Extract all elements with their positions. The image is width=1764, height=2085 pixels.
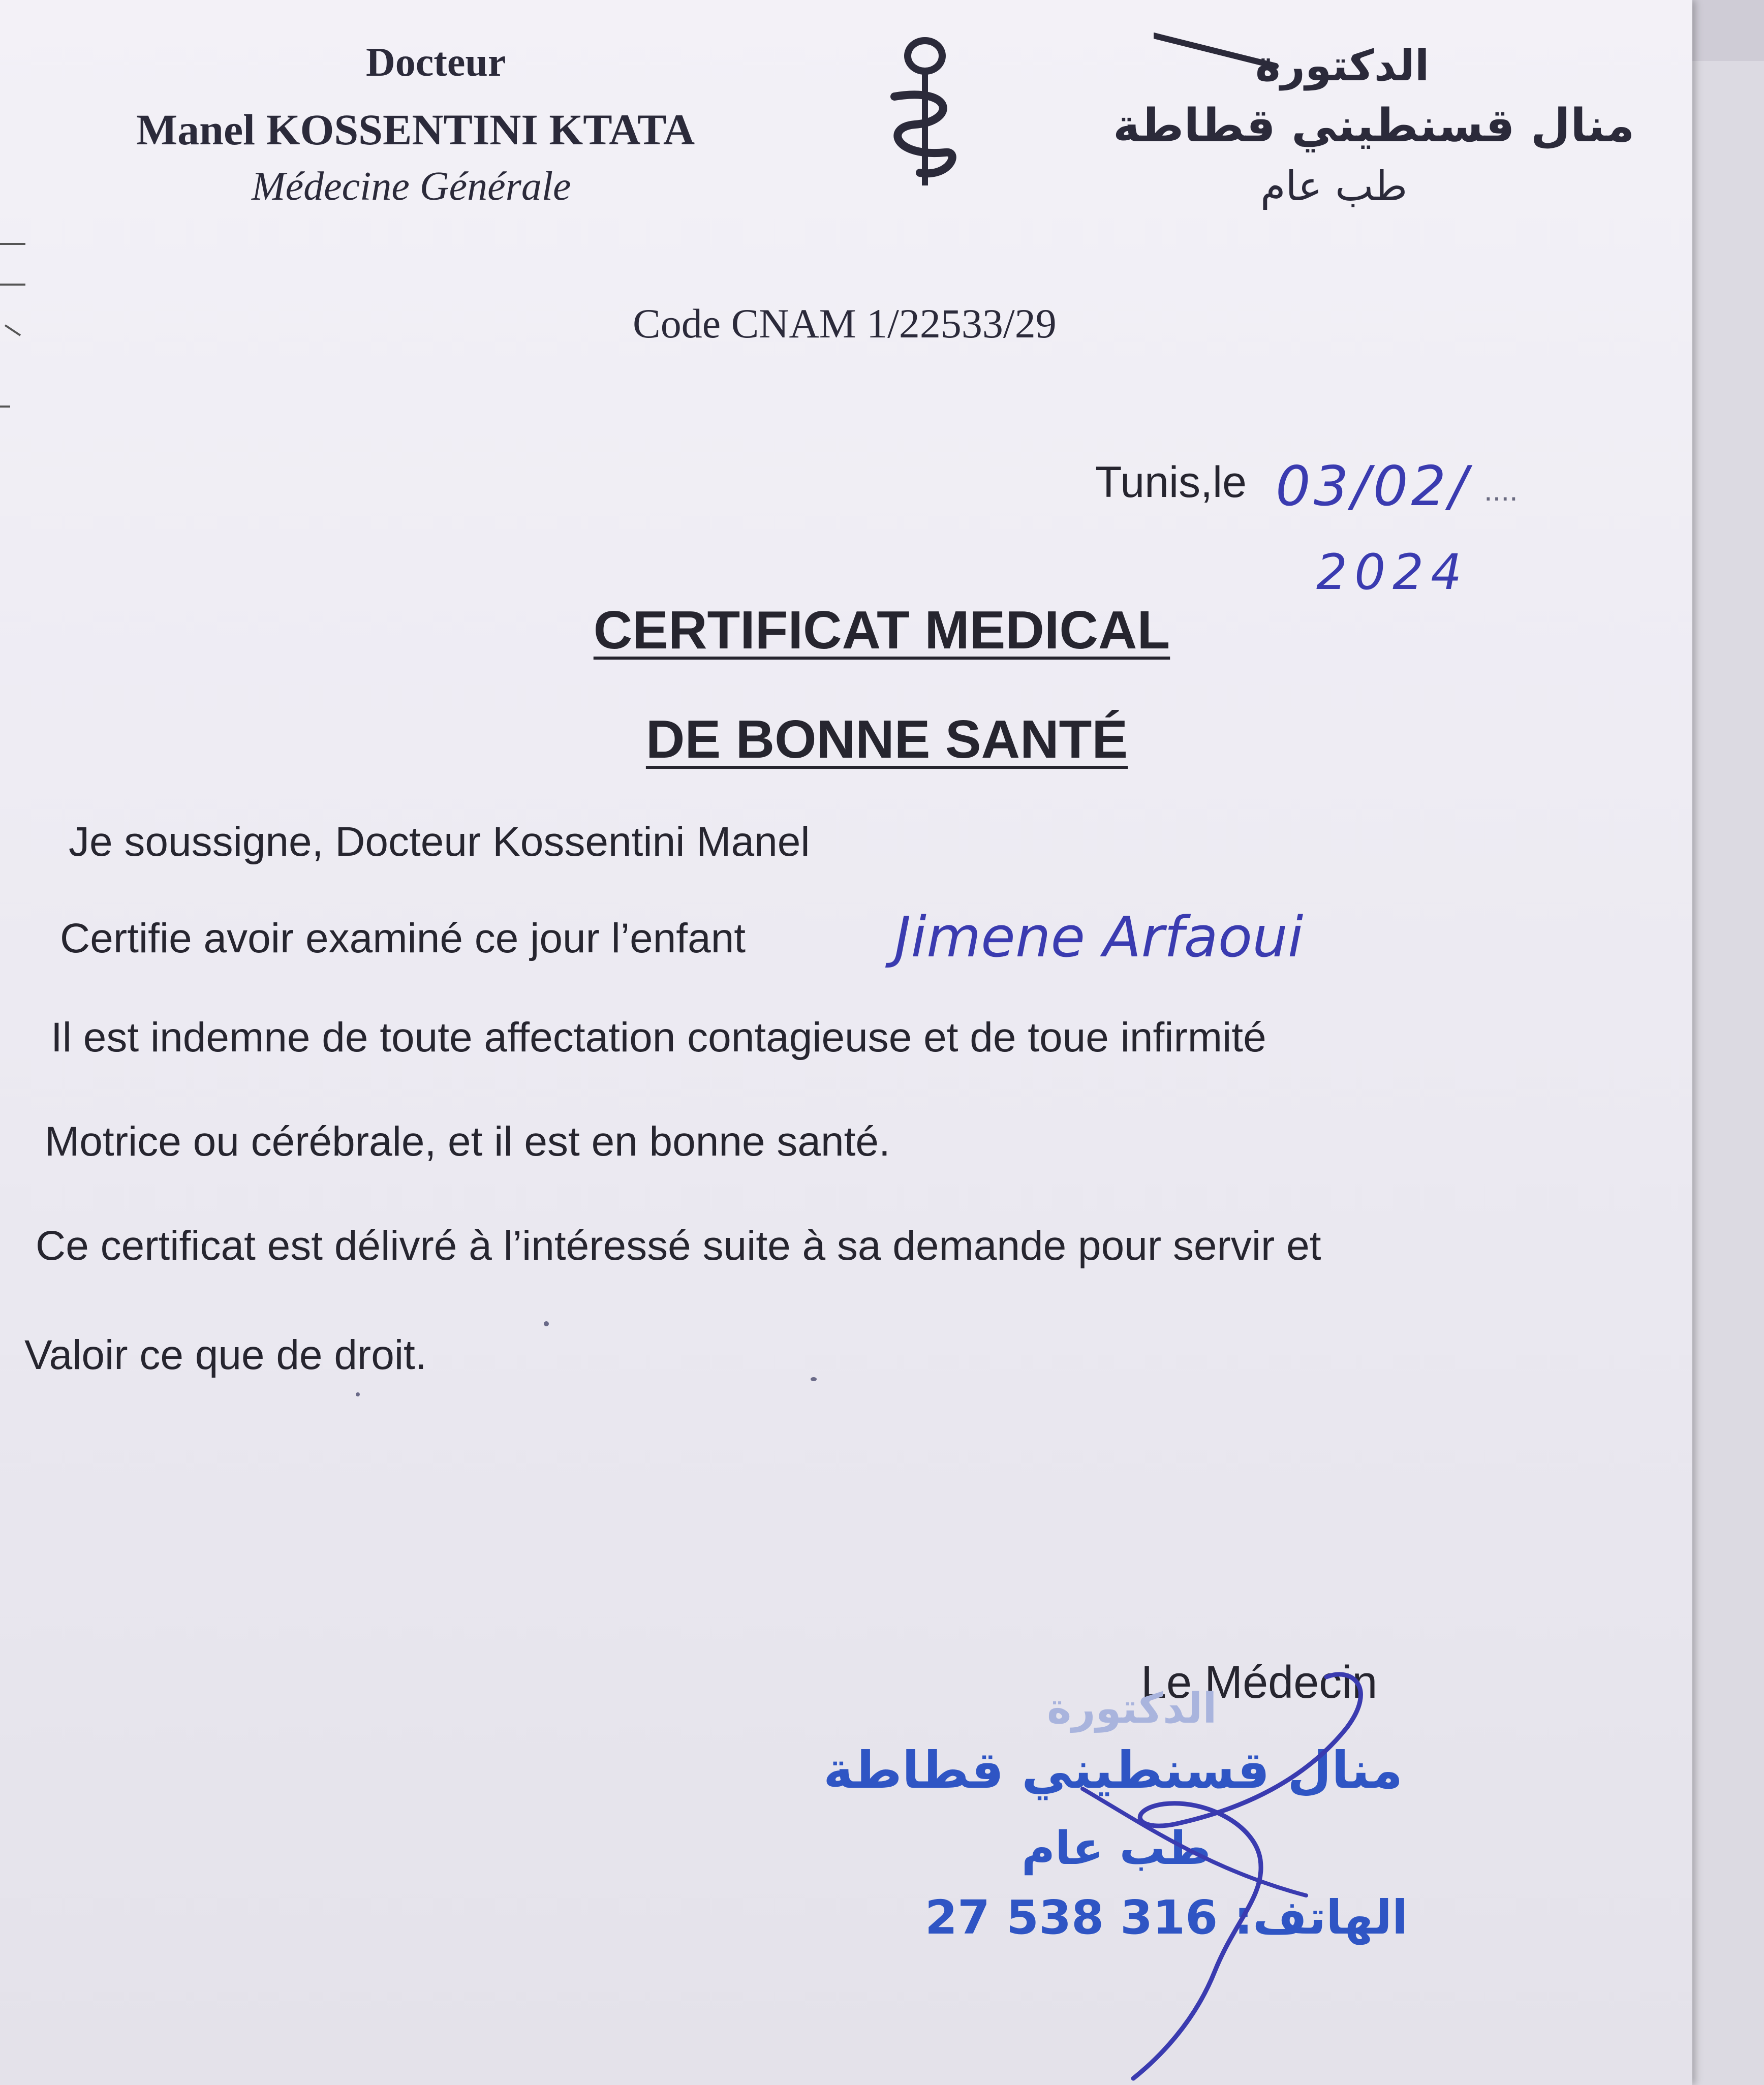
certificate-title-line1: CERTIFICAT MEDICAL	[593, 600, 1170, 660]
certificate-title-line2: DE BONNE SANTÉ	[645, 709, 1128, 769]
underlying-page	[1692, 61, 1764, 2085]
date-year-handwritten: 2024	[1316, 544, 1469, 601]
body-line-1: Je soussigne, Docteur Kossentini Manel	[69, 819, 810, 865]
stamp-phone-label: الهاتف:	[1234, 1890, 1408, 1945]
body-line-5: Ce certificat est délivré à l’intéressé suite à sa demande pour servir et	[36, 1223, 1321, 1269]
body-line-4: Motrice ou cérébrale, et il est en bonne santé.	[45, 1118, 890, 1165]
handwritten-signature	[1042, 1657, 1398, 2083]
body-line-3: Il est indemne de toute affectation contagieuse et de toue infirmité	[51, 1014, 1266, 1061]
ink-speck	[544, 1321, 549, 1326]
cnam-code: Code CNAM 1/22533/29	[633, 300, 1057, 347]
header-doctor-name: Manel KOSSENTINI KTATA	[136, 105, 695, 154]
date-dots: ....	[1484, 473, 1518, 507]
header-arabic-name: منال قسنطيني قطاطة	[1113, 99, 1635, 152]
stamp-phone-number: 27 538 316	[925, 1890, 1218, 1945]
date-label: Tunis,le	[1095, 458, 1247, 507]
ink-speck	[811, 1377, 817, 1381]
signature-label: Le Médecin	[1141, 1657, 1378, 1708]
stamp-arabic-title: الدكتورة	[1047, 1685, 1217, 1733]
header-specialty: Médecine Générale	[252, 164, 571, 209]
caduceus-icon	[884, 36, 966, 188]
ink-speck	[356, 1392, 360, 1396]
stamp-arabic-specialty: طب عام	[1022, 1822, 1211, 1875]
header-arabic-specialty: طب عام	[1260, 163, 1408, 210]
patient-name-handwritten: Jimene Arfaoui	[894, 905, 1304, 970]
edge-marks	[0, 234, 30, 437]
header-arabic-title: الدكتورة	[1255, 41, 1430, 90]
body-line-6: Valoir ce que de droit.	[24, 1332, 427, 1378]
date-handwritten: 03/02/	[1276, 455, 1471, 518]
header-docteur: Docteur	[366, 40, 506, 85]
body-line-2: Certifie avoir examiné ce jour l’enfant	[60, 915, 746, 961]
stamp-arabic-name: منال قسنطيني قطاطة	[823, 1740, 1403, 1800]
